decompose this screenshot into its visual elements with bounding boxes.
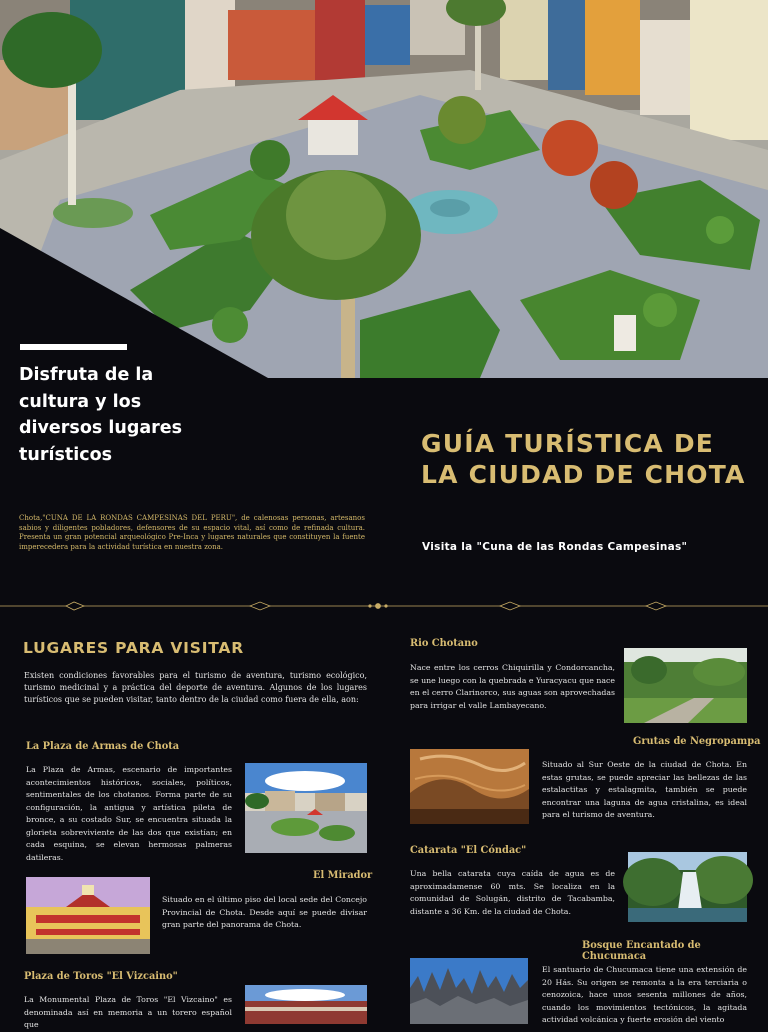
rio-chotano-text: Nace entre los cerros Chiquirilla y Condorcancha, se une luego con la quebrada e Yuracyacu que nace en el cerro Clarinorco, sus aguas son aprovechadas para irrigar el valle Lambayecano. bbox=[410, 663, 615, 710]
section-title: LUGARES PARA VISITAR bbox=[23, 639, 244, 657]
catarata-text: Una bella catarata cuya caída de agua es de aproximadamense 60 mts. Se localiza en la comunidad de Solugán, distrito de Tacabamba, distante a 36 Km. de la ciudad de Chota. bbox=[410, 869, 615, 916]
accent-bar bbox=[20, 344, 127, 350]
guide-subtitle: Visita la "Cuna de las Rondas Campesinas" bbox=[422, 541, 688, 553]
catarata-photo bbox=[628, 852, 747, 922]
guide-title: GUÍA TURÍSTICA DE LA CIUDAD DE CHOTA bbox=[421, 429, 746, 489]
plaza-toros-heading: Plaza de Toros "El Vizcaino" bbox=[24, 971, 178, 982]
hero-tagline: Disfruta de la cultura y los diversos lugares turísticos bbox=[19, 365, 183, 465]
hero-dark-diagonal-overlay bbox=[0, 0, 768, 378]
section-intro: Existen condiciones favorables para el turismo de aventura, turismo ecológico, turismo medicinal y a práctica del deporte de aventura. Algunos de los lugares turísticos que se pueden visitar, tanto dentro de la ciudad como fuera de ella, aon: bbox=[24, 671, 367, 704]
plaza-toros-photo bbox=[245, 985, 367, 1024]
mirador-heading: El Mirador bbox=[313, 870, 373, 881]
grutas-heading: Grutas de Negropampa bbox=[633, 736, 761, 747]
plaza-armas-text: La Plaza de Armas, escenario de importantes acontecimientos históricos, sociales, políticos, sentimentales de los chotanos. Forma parte de su configuración, la antigua y artística pileta de bronce, a su costado Sur, se encuentra situada la glorieta sobreviviente de las dos que existían; en cada esquina, se elevan hermosas palmeras datileras. bbox=[26, 765, 232, 862]
catarata-heading: Catarata "El Cóndac" bbox=[410, 845, 527, 856]
intro-paragraph: Chota,"CUNA DE LA RONDAS CAMPESINAS DEL PERU", de calenosas personas, artesanos sabios y diligentes pobladores, defensores de su espacio vital, así como de refinada cultura. Presenta un gran potencial arqueológico Pre-Inca y lugares naturales que constituyen la fuente imperecedera para la actividad turística en nuestra zona. bbox=[19, 514, 365, 551]
rio-chotano-photo bbox=[624, 648, 747, 723]
bosque-photo bbox=[410, 958, 528, 1024]
mirador-text: Situado en el último piso del local sede del Concejo Provincial de Chota. Desde aquí se puede divisar gran parte del panorama de Chota. bbox=[162, 895, 367, 929]
plaza-armas-photo bbox=[245, 763, 367, 853]
rio-chotano-heading: Rio Chotano bbox=[410, 638, 478, 649]
plaza-toros-text: La Monumental Plaza de Toros "El Vizcaino" es denominada así en memoria a un torero español que bbox=[24, 995, 232, 1029]
grutas-text: Situado al Sur Oeste de la ciudad de Chota. En estas grutas, se puede apreciar las bellezas de las estalactitas y estalagmita, también se puede encontrar una laguna de agua cristalina, es ideal para el turismo de aventura. bbox=[542, 760, 747, 819]
bosque-heading: Bosque Encantado de Chucumaca bbox=[582, 940, 701, 962]
ornamental-divider bbox=[0, 598, 768, 614]
mirador-photo bbox=[26, 877, 150, 954]
plaza-armas-heading: La Plaza de Armas de Chota bbox=[26, 741, 180, 752]
bosque-text: El santuario de Chucumaca tiene una extensión de 20 Hás. Su origen se remonta a la era terciaria o cenozoica, hace unos sesenta millones de años, cuando los movimientos tectónicos, la agitada actividad volcánica y fuerte erosión del viento bbox=[542, 965, 747, 1024]
grutas-photo bbox=[410, 749, 529, 824]
